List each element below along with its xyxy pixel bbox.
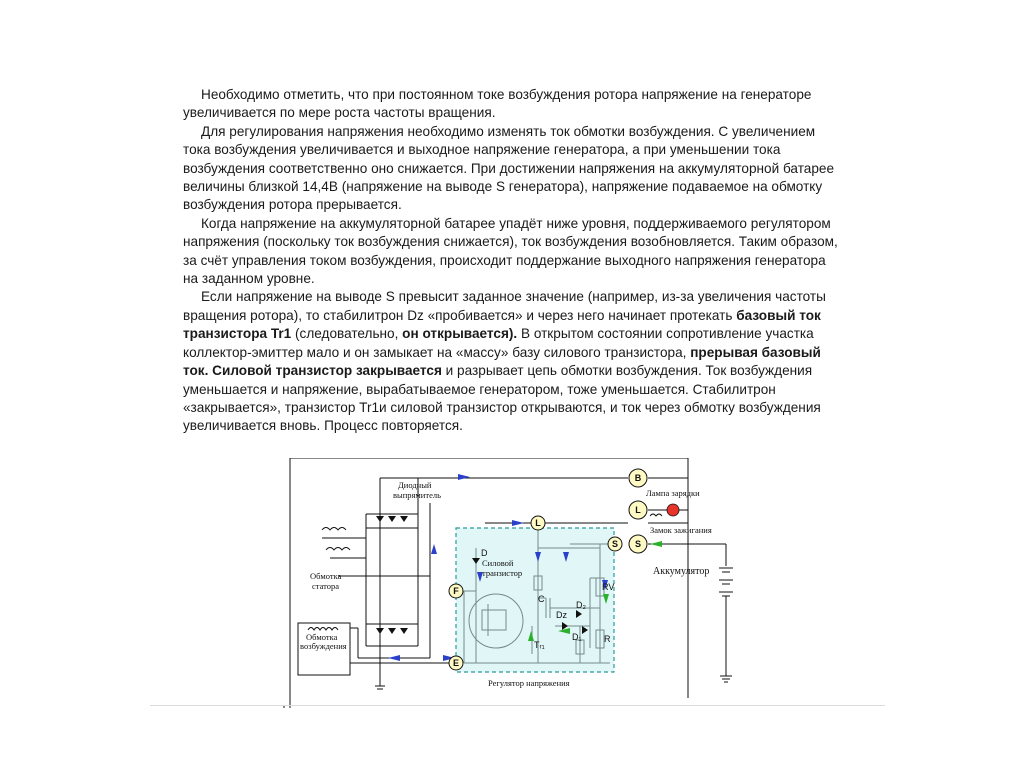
label-ignition-lock: Замок зажигания (650, 525, 712, 535)
label-power-transistor-2: транзистор (482, 568, 523, 578)
paragraph-2 (183, 123, 843, 215)
text-run: Когда напряжение на аккумуляторной батарее упадёт ниже уровня, поддерживаемого регулятором напряжения (поскольку ток возбуждения снижается), ток возбуждения возобновляется. Таким образом, за счёт управления током возбуждения, происходит поддержание выходного напряжения генератора на заданном уровне. (183, 215, 838, 287)
label-d2: D₂ (576, 600, 586, 610)
bold-text-run: он открывается). (402, 326, 518, 342)
label-c: C (538, 594, 545, 604)
label-power-transistor-1: Силовой (482, 558, 514, 568)
text-run: и разрывает цепь обмотки возбуждения. Ток возбуждения уменьшается и напряжение, вырабатываемое генератором, тоже уменьшается. Стабилитрон «закрывается», транзистор Tr1и силовой транзистор открываются, и ток через обмотку возбуждения увеличивается вновь. Процесс повторяется. (183, 363, 821, 434)
text-run: (следовательно, (291, 326, 403, 342)
terminal-f: F (453, 586, 459, 596)
label-stator-2: статора (312, 581, 340, 591)
terminal-l: L (635, 505, 641, 515)
label-rv: RV (602, 582, 615, 592)
article-text (183, 86, 843, 436)
bold-text-run: базовый ток транзистора Tr1 (183, 307, 821, 342)
terminal-b: B (634, 473, 642, 483)
label-stator-1: Обмотка (310, 571, 342, 581)
label-battery: Аккумулятор (653, 566, 710, 577)
terminal-e: E (452, 658, 460, 668)
text-run: В открытом состоянии сопротивление участка коллектор-эмиттер мало и он замыкает на «массу» базу силового транзистора, (183, 326, 814, 360)
label-diode-rectifier-1: Диодный (398, 480, 432, 490)
label-field-1: Обмотка (306, 632, 338, 642)
label-regulator: Регулятор напряжения (488, 678, 570, 688)
label-charge-lamp: Лампа зарядки (646, 488, 700, 498)
text-run: Необходимо отметить, что при постоянном токе возбуждения ротора напряжение на генераторе увеличивается по мере роста частоты вращения. (183, 87, 812, 121)
terminal-l-inner: L (535, 518, 541, 528)
bold-text-run: прерывая базовый ток. Силовой транзистор закрывается (183, 344, 821, 379)
regulator-box (456, 528, 614, 672)
alternator-regulator-schematic (270, 458, 750, 708)
label-r: R (604, 634, 611, 644)
bottom-divider (150, 705, 885, 706)
label-d: D (481, 548, 488, 558)
label-tr1: Tᵣ₁ (534, 640, 545, 650)
paragraph-4 (183, 288, 843, 435)
label-d1: D₁ (572, 632, 582, 642)
label-diode-rectifier-2: выпрямитель (393, 490, 441, 500)
text-run: Для регулирования напряжения необходимо изменять ток обмотки возбуждения. С увеличением тока возбуждения увеличивается и выходное напряжение генератора, а при уменьшении тока возбуждения соответственно оно снижается. При достижении напряжения на аккумуляторной батарее величины близкой 14,4В (напряжение на выводе S генератора), напряжение подаваемое на обмотку возбуждения ротора прерывается. (183, 123, 835, 213)
terminal-s-outer: S (634, 539, 642, 549)
charge-lamp-icon (667, 504, 679, 516)
label-field-2: возбуждения (300, 641, 347, 651)
paragraph-1 (183, 86, 843, 123)
label-dz: Dz (556, 610, 567, 620)
terminal-s-inner: S (611, 539, 619, 549)
paragraph-3 (183, 215, 843, 289)
text-run: Если напряжение на выводе S превысит заданное значение (например, из-за увеличения частоты вращения ротора), то стабилитрон Dz «пробивается» и через него начинает протекать (183, 289, 826, 323)
